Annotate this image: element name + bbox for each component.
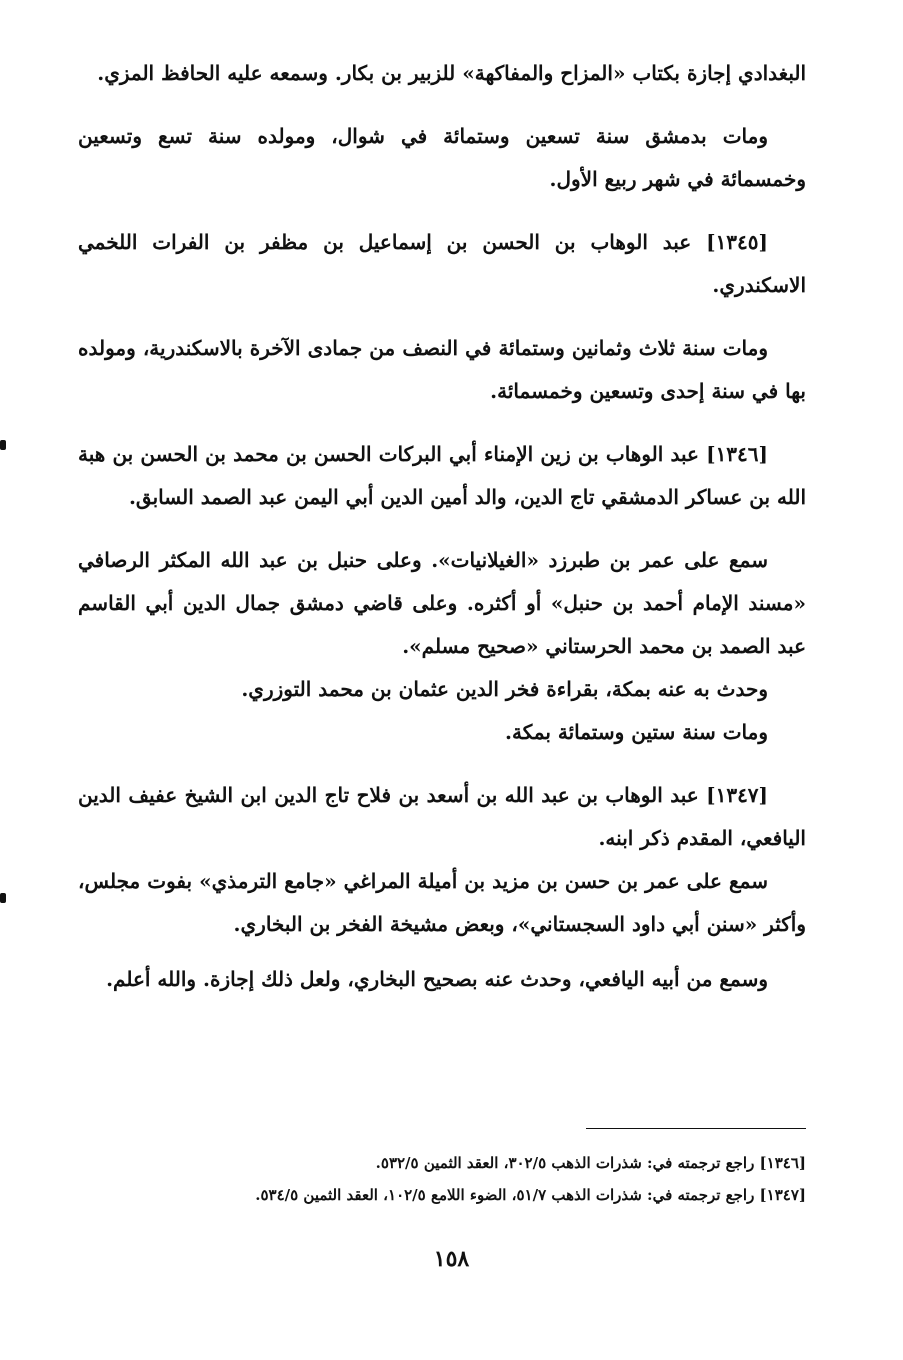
footnote-1346: [١٣٤٦] راجع ترجمته في: شذرات الذهب ٣٠٢/٥، العقد الثمين ٥٣٢/٥. — [375, 1154, 806, 1172]
paragraph-2: ومات بدمشق سنة تسعين وستمائة في شوال، ومولده سنة تسع وتسعين وخمسمائة في شهر ربيع الأول. — [78, 124, 806, 191]
paragraph-1: البغدادي إجازة بكتاب «المزاح والمفاكهة» للزبير بن بكار. وسمعه عليه الحافظ المزي. — [97, 61, 806, 85]
scan-edge-mark — [0, 893, 6, 903]
paragraph-8: ومات سنة ستين وستمائة بمكة. — [505, 720, 768, 744]
footnotes — [78, 1128, 806, 1211]
footnote-divider — [586, 1128, 806, 1129]
footnote-1347: [١٣٤٧] راجع ترجمته في: شذرات الذهب ٥١/٧، الضوء اللامع ١٠٢/٥، العقد الثمين ٥٣٤/٥. — [255, 1186, 806, 1204]
entry-1345-heading: [١٣٤٥] عبد الوهاب بن الحسن بن إسماعيل بن مظفر بن الفرات اللخمي الاسكندري. — [78, 230, 806, 297]
scan-edge-mark — [0, 440, 6, 450]
paragraph-11: وسمع من أبيه اليافعي، وحدث عنه بصحيح البخاري، ولعل ذلك إجازة. والله أعلم. — [106, 967, 768, 991]
entry-1346-heading: [١٣٤٦] عبد الوهاب بن زين الإمناء أبي البركات الحسن بن محمد بن الحسن بن هبة الله بن عساكر الدمشقي تاج الدين، والد أمين الدين أبي اليمن عبد الصمد السابق. — [78, 442, 806, 509]
entry-1347-heading: [١٣٤٧] عبد الوهاب بن عبد الله بن أسعد بن فلاح تاج الدين ابن الشيخ عفيف الدين اليافعي، المقدم ذكر ابنه. — [78, 783, 806, 850]
paragraph-4: ومات سنة ثلاث وثمانين وستمائة في النصف من جمادى الآخرة بالاسكندرية، ومولده بها في سنة إحدى وتسعين وخمسمائة. — [78, 336, 806, 403]
page-number: ١٥٨ — [433, 1246, 470, 1272]
paragraph-6: سمع على عمر بن طبرزد «الغيلانيات». وعلى حنبل بن عبد الله المكثر الرصافي «مسند الإمام أحمد بن حنبل» أو أكثره. وعلى قاضي دمشق جمال الدين أبي القاسم عبد الصمد بن محمد الحرستاني «صحيح مسلم». — [78, 548, 806, 658]
paragraph-10: سمع على عمر بن حسن بن مزيد بن أميلة المراغي «جامع الترمذي» بفوت مجلس، وأكثر «سنن أبي داود السجستاني»، وبعض مشيخة الفخر بن البخاري. — [78, 869, 806, 936]
paragraph-7: وحدث به عنه بمكة، بقراءة فخر الدين عثمان بن محمد التوزري. — [241, 677, 768, 701]
